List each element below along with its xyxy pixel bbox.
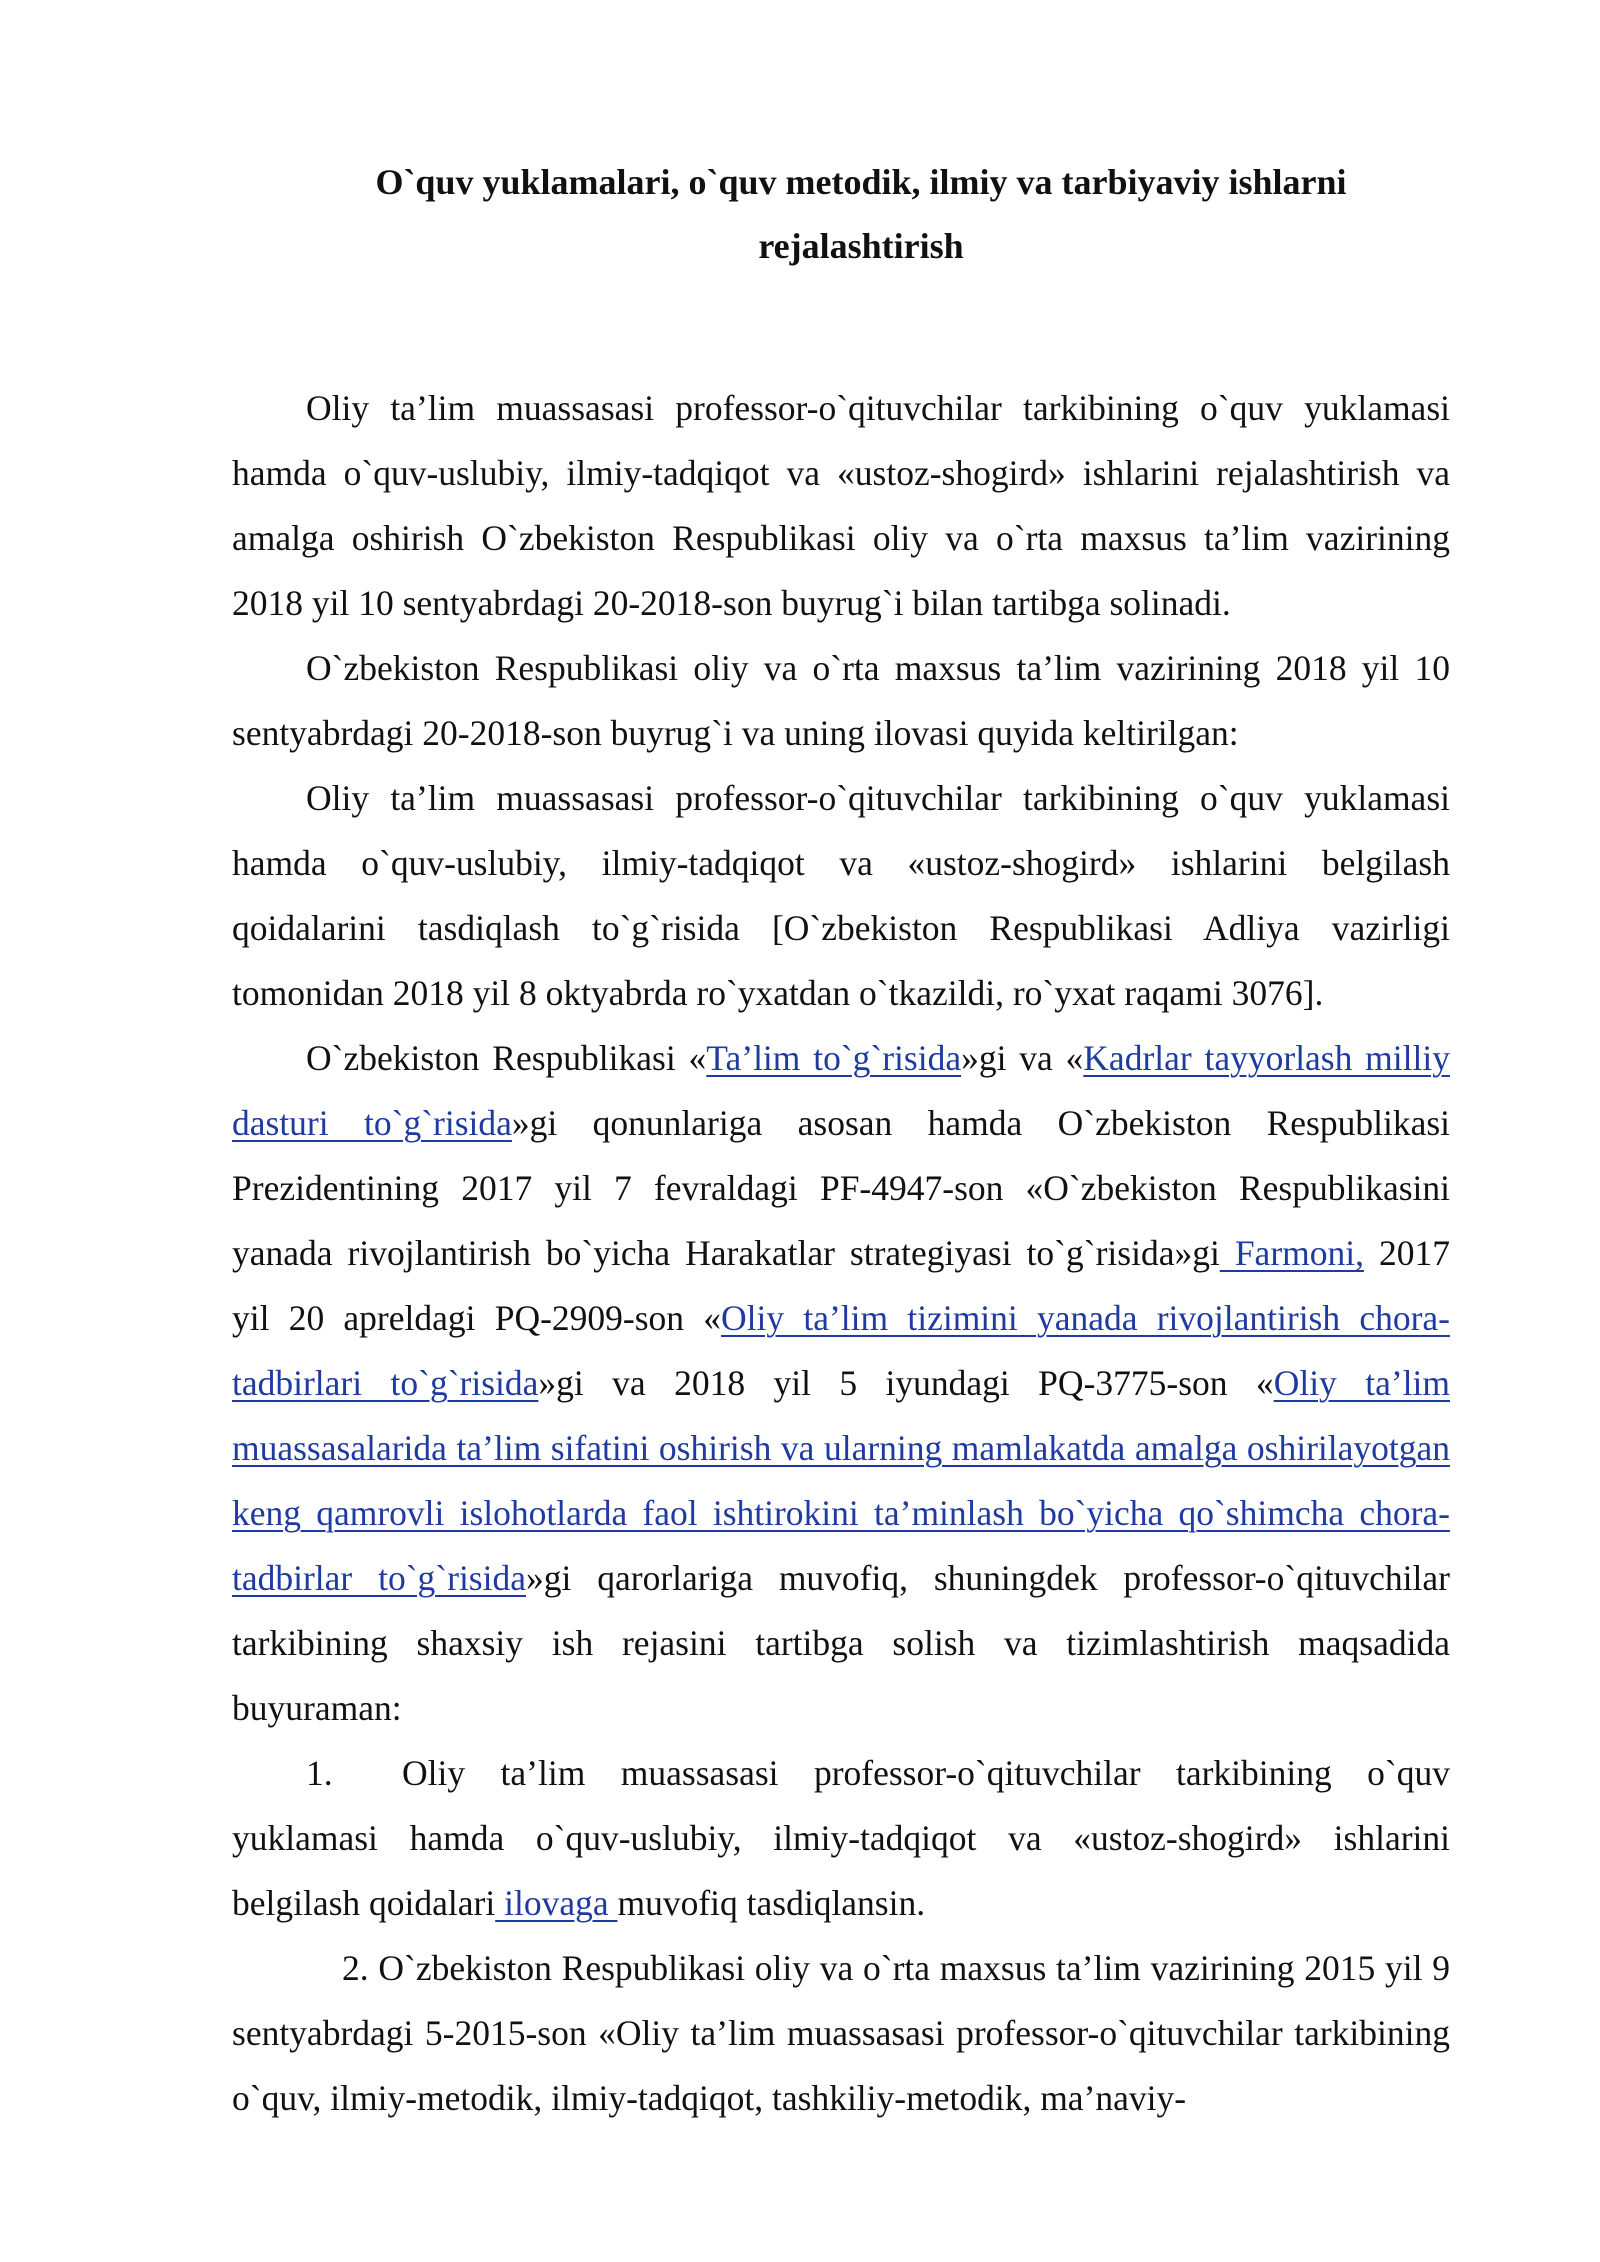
title-line-1: O`quv yuklamalari, o`quv metodik, ilmiy va tarbiyaviy ishlarni: [375, 162, 1347, 202]
list-item-1-text-2: muvofiq tasdiqlansin.: [617, 1883, 926, 1923]
link-oliy-talim-tizimini[interactable]: Oliy ta’lim tizimini yanada rivojlantirish chora-tadbirlari to`g`risida: [232, 1298, 1450, 1403]
paragraph-4-text-3: »gi qonunlariga asosan hamda O`zbekiston Respublikasi Prezidentining 2017 yil 7 fevraldagi PF-4947-son «O`zbekiston Respublikasini yanada rivojlantirish bo`yicha Harakatlar strategiyasi to`g`risida»gi: [232, 1103, 1451, 1273]
paragraph-2: O`zbekiston Respublikasi oliy va o`rta maxsus ta’lim vazirining 2018 yil 10 sentyabrdagi 20-2018-son buyrug`i va uning ilovasi quyida keltirilgan:: [232, 648, 1450, 753]
list-item-1: [232, 1741, 1450, 1936]
paragraph-4-text-5: »gi va 2018 yil 5 iyundagi PQ-3775-son «: [538, 1363, 1274, 1403]
paragraph-4-text-1: O`zbekiston Respublikasi «: [306, 1038, 707, 1078]
link-talim-togrisida[interactable]: Ta’lim to`g`risida: [706, 1038, 962, 1078]
document-title: [232, 150, 1450, 278]
link-farmoni[interactable]: Farmoni,: [1219, 1233, 1364, 1273]
link-ilovaga[interactable]: ilovaga: [495, 1883, 618, 1923]
paragraph-4-text-2: »gi va «: [961, 1038, 1084, 1078]
paragraph-1: Oliy ta’lim muassasasi professor-o`qituvchilar tarkibining o`quv yuklamasi hamda o`quv-uslubiy, ilmiy-tadqiqot va «ustoz-shogird» ishlarini rejalashtirish va amalga oshirish O`zbekiston Respublikasi oliy va o`rta maxsus ta’lim vazirining 2018 yil 10 sentyabrdagi 20-2018-son buyrug`i bilan tartibga solinadi.: [232, 388, 1450, 623]
list-item-1-number: 1.: [306, 1753, 333, 1793]
paragraph-4: [232, 1026, 1450, 1741]
link-kadrlar-tayyorlash[interactable]: Kadrlar tayyorlash milliy dasturi to`g`risida: [232, 1038, 1450, 1143]
paragraph-3: Oliy ta’lim muassasasi professor-o`qituvchilar tarkibining o`quv yuklamasi hamda o`quv-uslubiy, ilmiy-tadqiqot va «ustoz-shogird» ishlarini belgilash qoidalarini tasdiqlash to`g`risida [O`zbekiston Respublikasi Adliya vazirligi tomonidan 2018 yil 8 oktyabrda ro`yxatdan o`tkazildi, ro`yxat raqami 3076].: [232, 778, 1450, 1013]
title-line-2: rejalashtirish: [758, 226, 964, 266]
list-item-2: 2. O`zbekiston Respublikasi oliy va o`rta maxsus ta’lim vazirining 2015 yil 9 sentyabrdagi 5-2015-son «Oliy ta’lim muassasasi professor-o`qituvchilar tarkibining o`quv, ilmiy-metodik, ilmiy-tadqiqot, tashkiliy-metodik, ma’naviy-: [232, 1948, 1450, 2118]
list-item-1-text-1: Oliy ta’lim muassasasi professor-o`qituvchilar tarkibining o`quv yuklamasi hamda o`quv-uslubiy, ilmiy-tadqiqot va «ustoz-shogird» ishlarini belgilash qoidalari: [232, 1753, 1450, 1923]
paragraph-4-text-6: »gi qarorlariga muvofiq, shuningdek professor-o`qituvchilar tarkibining shaxsiy ish rejasini tartibga solish va tizimlashtirish maqsadida buyuraman:: [232, 1558, 1450, 1728]
link-oliy-talim-muassasalarida[interactable]: Oliy ta’lim muassasalarida ta’lim sifatini oshirish va ularning mamlakatda amalga oshirilayotgan keng qamrovli islohotlarda faol ishtirokini ta’minlash bo`yicha qo`shimcha chora-tadbirlar to`g`risida: [232, 1363, 1450, 1598]
paragraph-4-text-4: 2017 yil 20 apreldagi PQ-2909-son «: [232, 1233, 1450, 1338]
